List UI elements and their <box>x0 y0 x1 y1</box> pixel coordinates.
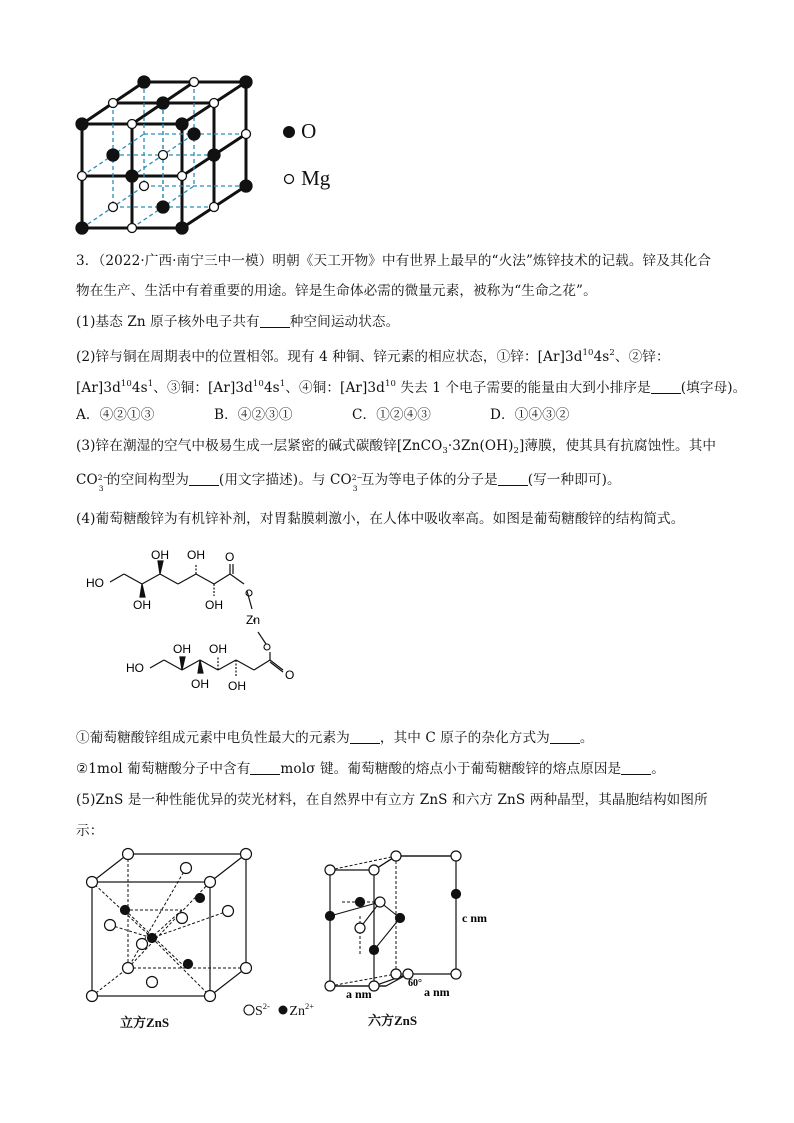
option-b: B．④②③① <box>214 407 293 423</box>
hexagonal-zns-figure <box>320 850 510 998</box>
q3-part5-line2: 示： <box>76 823 104 839</box>
q3-part4-q1 <box>76 729 594 747</box>
q3-part4-q2 <box>76 760 665 778</box>
open-circle-icon <box>243 1004 255 1016</box>
q3-part3-text: 的空间构型为 <box>106 472 189 488</box>
subscript: 3 <box>352 484 358 493</box>
q3-part3-text: (3)锌在潮湿的空气中极易生成一层紧密的碱式碳酸锌[ZnCO <box>76 438 443 454</box>
q3-part2-text: 4s <box>593 349 610 365</box>
q3-part4: (4)葡萄糖酸锌为有机锌补剂，对胃黏膜刺激小，在人体中吸收率高。如图是葡萄糖酸锌的结构简式。 <box>76 511 685 527</box>
q3-part2-text: 4s <box>131 380 148 396</box>
q3-part2-text: (2)锌与铜在周期表中的位置相邻。现有 4 种铜、锌元素的相应状态，①锌：[Ar]3d <box>76 349 583 365</box>
cubic-zns-figure <box>80 846 270 1006</box>
superscript: 10 <box>384 379 396 389</box>
legend-mg <box>282 166 330 191</box>
q3-part4-text: 。 <box>579 730 594 746</box>
q3-part1-text-b: 种空间运动状态。 <box>289 314 400 330</box>
ester-o <box>264 644 270 650</box>
superscript: 2- <box>262 1001 270 1011</box>
legend-mg-label: Mg <box>301 166 331 190</box>
a-nm-label: a nm <box>424 985 450 998</box>
answer-blank <box>350 731 380 744</box>
q3-part4-text: ②1mol 葡萄糖酸分子中含有 <box>76 761 251 777</box>
hex-zns-caption: 六方ZnS <box>368 1013 418 1028</box>
answer-blank <box>498 473 528 486</box>
o-label: O <box>285 668 295 682</box>
legend-s-label: S <box>255 1004 263 1019</box>
q3-part1-text-a: (1)基态 Zn 原子核外电子共有 <box>76 314 260 330</box>
a-nm-label: a nm <box>346 987 372 998</box>
q3-part2-text: 、③铜：[Ar]3d <box>153 380 253 396</box>
option-c: C．①②④③ <box>352 407 431 423</box>
q3-part4-text: molσ 键。葡萄糖酸的熔点小于葡萄糖酸锌的熔点原因是 <box>280 761 622 777</box>
zn-label: Zn <box>246 613 261 627</box>
q3-part3-line2 <box>76 471 621 493</box>
superscript: 2+ <box>304 1001 314 1011</box>
oh-label: OH <box>191 677 209 691</box>
oh-label: OH <box>228 679 246 693</box>
legend-zn-label: Zn <box>289 1004 305 1019</box>
option-a: A．④②①③ <box>76 407 155 423</box>
answer-blank <box>550 731 580 744</box>
legend-o <box>282 119 316 144</box>
q3-part2-line2 <box>76 375 746 397</box>
oh-label: OH <box>209 642 227 656</box>
q3-part2-text: [Ar]3d <box>76 380 121 396</box>
q3-part2-text: (填字母)。 <box>680 380 747 396</box>
q3-part3-text: 互为等电子体的分子是 <box>360 472 498 488</box>
ho-label: HO <box>86 576 104 590</box>
q3-part2-text: 失去 1 个电子需要的能量由大到小排序是 <box>395 380 651 396</box>
superscript: 10 <box>120 379 132 389</box>
q3-part2-text: 、②锌： <box>614 349 670 365</box>
superscript: 1 <box>147 379 154 389</box>
q3-part3-text: (写一种即可)。 <box>527 472 621 488</box>
ion-charge <box>351 473 364 493</box>
ion-charge <box>97 473 110 493</box>
angle-label: 60° <box>408 978 422 989</box>
cubic-zns-caption: 立方ZnS <box>120 1015 170 1030</box>
o-label: O <box>225 550 235 564</box>
q3-part3-line1 <box>76 437 716 460</box>
answer-blank <box>189 473 219 486</box>
q3-part3-text: ·3Zn(OH) <box>447 438 514 454</box>
c-nm-label: c nm <box>462 911 487 925</box>
zns-legend <box>243 1001 314 1020</box>
q3-part4-text: ①葡萄糖酸锌组成元素中电负性最大的元素为 <box>76 730 350 746</box>
q3-part3-text: CO <box>76 472 98 488</box>
subscript: 3 <box>98 484 104 493</box>
oh-label: OH <box>151 548 169 562</box>
option-d: D．①④③② <box>490 407 570 423</box>
oh-label: OH <box>187 548 205 562</box>
q3-part4-text: ，其中 C 原子的杂化方式为 <box>379 730 550 746</box>
oh-label: OH <box>133 598 151 612</box>
q3-part4-text: 。 <box>651 761 665 777</box>
superscript: 2− <box>97 473 110 482</box>
ho-label: HO <box>126 661 144 675</box>
filled-circle-icon <box>277 1004 289 1016</box>
ester-o <box>246 590 252 596</box>
q3-part3-text: (用文字描述)。与 CO <box>218 472 352 488</box>
subscript: 2 <box>513 446 519 456</box>
q3-part3-text: ]薄膜，使其具有抗腐蚀性。其中 <box>518 438 717 454</box>
legend-o-label: O <box>301 119 317 143</box>
mgo-crystal-figure <box>70 72 270 237</box>
answer-blank <box>250 762 280 775</box>
superscript: 1 <box>279 379 286 389</box>
oh-label: OH <box>205 598 223 612</box>
filled-circle-icon <box>282 125 296 139</box>
oh-label: OH <box>173 642 191 656</box>
zinc-gluconate-structure <box>80 546 310 716</box>
open-circle-icon <box>282 172 296 186</box>
answer-blank <box>260 315 290 328</box>
q3-part1 <box>76 313 399 331</box>
q3-part2-line1 <box>76 344 670 366</box>
subscript: 3 <box>442 446 448 456</box>
q3-part5-line1: (5)ZnS 是一种性能优异的荧光材料，在自然界中有立方 ZnS 和六方 ZnS 两种晶型，其晶胞结构如图所 <box>76 792 708 808</box>
answer-blank <box>621 762 651 775</box>
q3-intro-line1: 3．（2022·广西·南宁三中一模）明朝《天工开物》中有世界上最早的“火法”炼锌技术的记载。锌及其化合 <box>76 253 712 269</box>
superscript: 2− <box>351 473 364 482</box>
superscript: 10 <box>252 379 264 389</box>
q3-part2-text: 4s <box>263 380 280 396</box>
superscript: 2 <box>609 348 615 358</box>
q3-part2-text: 、④铜：[Ar]3d <box>285 380 385 396</box>
answer-blank <box>651 381 681 394</box>
superscript: 10 <box>582 348 594 358</box>
q3-intro-line2: 物在生产、生活中有着重要的用途。锌是生命体必需的微量元素，被称为“生命之花”。 <box>76 283 597 299</box>
